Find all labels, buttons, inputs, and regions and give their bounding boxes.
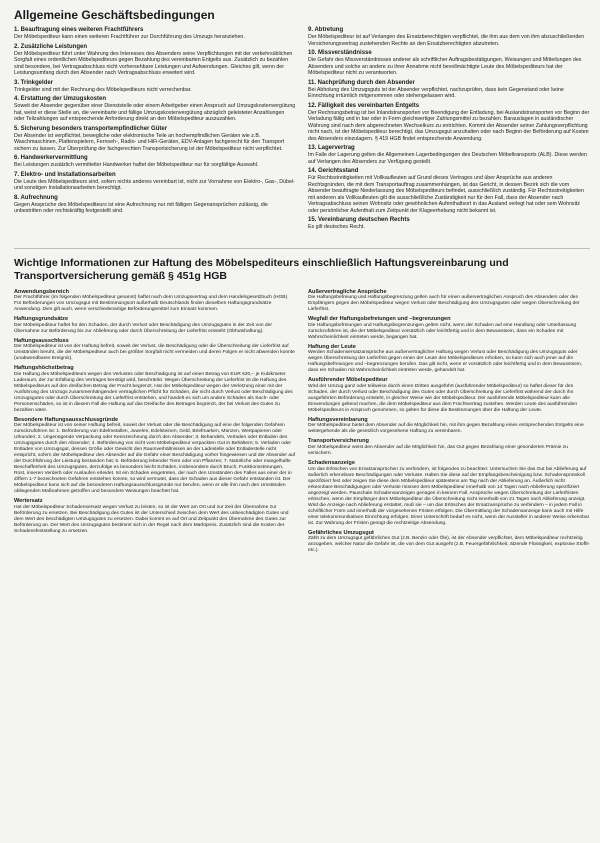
clause-section [308,417,590,436]
clause-text: Die Haftungsbefreiungen und Haftungsbegrenzungen gelten nicht, wenn der Schaden auf eine Handlung oder Unterlassung zurückzuführen ist, die der Möbelspediteur vorsätzlich oder leichtfertig und in dem Bewusstsein, dass ein Schaden mit Wahrscheinlichkeit eintreten werde, begangen hat. [308,322,577,340]
clause-section [14,417,296,496]
clause-text: Zählt zu dem Umzugsgut gefährliches Gut (z.B. Benzin oder Öle), ist der Absender verpflichtet, dem Möbelspediteur rechtzeitig anzugeben, welcher Natur die Gefahr ist, die von dem Gut ausgeht (z.B. Feuergefährlichkeit, ätzende Flüssigkeit, explosive Stoffe etc.). [308,536,590,554]
clause-text: Trinkgelder sind mit der Rechnung des Möbelspediteurs nicht verrechenbar. [14,86,192,93]
clause-heading: 3. Trinkgelder [14,79,54,86]
clause-section [308,80,590,100]
clause-section [308,316,590,341]
clause-heading: 13. Lagervertrag [308,145,355,151]
clause-heading: 4. Erstattung der Umzugskosten [14,96,107,102]
clause-section [14,338,296,363]
agb-right-column [308,27,590,234]
clause-heading: Haftungsausschluss [14,337,69,344]
clause-section [14,498,296,535]
clause-section [308,377,590,414]
haftung-title: Wichtige Informationen zur Haftung des Möbelspediteurs einschließlich Haftungsvereinbarung und Transportversicherung gemäß § 451g HGB [14,256,509,282]
clause-section [308,103,590,143]
clause-section [308,530,590,555]
clause-section [308,460,590,527]
clause-text: Die Haftung des Möbelspediteurs wegen des Verlustes oder Beschädigung ist auf einen Betrag von EUR 620,– je Kubikmeter Laderaum, der zur Erfüllung des Vertrages benötigt wird, beschränkt. Wegen Überschreitung der Lieferfrist ist die Haftung des Möbelspediteurs auf den dreifachen Betrag der Fracht begrenzt. Hat der Möbelspediteur wegen der Verletzung einer mit der Ausführung des Umzugs zusammenhängenden vertraglichen Pflicht für Schäden, die nicht durch Verlust oder Beschädigung des Umzugsgutes oder durch Überschreitung der Lieferfrist entstehen, und handelt es sich um andere Schäden als Sach- oder Personenschäden, so ist in diesem Fall die Haftung auf das Dreifache des Betrages begrenzt, der bei Verlust des Gutes zu bezahlen wäre. [14,371,293,413]
clause-section [14,195,296,215]
clause-heading: 1. Beauftragung eines weiteren Frachtführers [14,27,144,33]
clause-text: Der Rechnungsbetrag ist bei Inlandstransporten vor Beendigung der Entladung, bei Auslandstransporten vor Beginn der Verladung fällig und in bar oder in Form gleichwertiger Zahlungsmittel zu bezahlen. Barauslagen in ausländischer Währung sind nach dem abgerechneten Wechselkurs zu entrichten. Kommt der Absender seiner Zahlungsverpflichtung nicht nach, ist der Möbelspediteur berechtigt, das Umzugsgut anzuhalten oder nach Beginn der Beförderung auf Kosten des Absenders einzulagern. § 419 HGB findet entsprechende Anwendung. [308,109,590,142]
clause-section [14,27,296,41]
clause-text: Die Gefahr des Missverständnisses anderer als schriftlicher Auftragsbestätigungen, Weisungen und Mitteilungen des Absenders und solche an andere zu ihrer Annahme nicht bevollmächtigte Leute des Möbelspediteurs hat der Möbelspediteur nicht zu verantworten. [308,57,582,76]
clause-heading: Wegfall der Haftungsbefreiungen und –begrenzungen [308,316,451,323]
clause-section [308,344,590,375]
clause-heading: 15. Vereinbarung deutschen Rechts [308,217,410,223]
clause-section [14,172,296,192]
clause-text: Der Möbelspediteur ist von der Haftung befreit, soweit der Verlust, die Beschädigung oder die Überschreitung der Lieferfrist auf Umständen beruht, die der Möbelspediteur auch bei größter Sorgfalt nicht vermeiden und deren Folgen er nicht abwenden konnte (unabwendbares Ereignis). [14,344,295,362]
clause-text: Der Absender ist verpflichtet, bewegliche oder elektronische Teile an hochempfindlichen Geräten wie z.B. Waschmaschinen, Plattenspielern, Fernseh-, Radio- und HiFi-Geräten, EDV-Anlagen fachgerecht für den Transport sichern zu lassen. Zur Überprüfung der fachgerechten Transportsicherung ist der Möbelspediteur nicht verpflichtet. [14,132,285,152]
clause-text: Im Falle der Lagerung gelten die Allgemeinen Lagerbedingungen des Deutschen Möbeltransports (ALB). Diese werden auf Verlangen des Absenders zur Verfügung gestellt. [308,152,587,165]
clause-text: Der Möbelspediteur ist auf Verlangen des Ersatzberechtigten verpflichtet, die ihm aus dem von ihm abzuschließenden Versicherungsvertrag zustehenden Rechte an den Ersatzberechtigten abzutreten. [308,34,585,47]
clause-text: Hat der Möbelspediteur Schadensersatz wegen Verlust zu leisten, so ist der Wert am Ort und zur Zeit der Übernahme zur Beförderung zu ersetzen. Bei Beschädigung des Gutes ist der Unterschied zwischen dem Wert des unbeschädigten Gutes und dem Wert des beschädigten Umzugsgutes zu ersetzen. Dabei kommt es auf Ort und Zeitpunkt des Übernahme des Gutes zur Beförderung an. Der Wert des Umzugsgutes bestimmt sich in der Regel nach dem Marktpreis. Zusätzlich sind die Kosten der Schadensfeststellung zu ersetzen. [14,505,289,535]
clause-text: Gegen Ansprüche des Möbelspediteurs ist eine Aufrechnung nur mit fälligen Gegenansprüchen zulässig, die unbestritten oder rechtskräftig festgestellt sind. [14,201,268,214]
clause-heading: 10. Missverständnisse [308,50,372,56]
clause-text: Der Möbelspediteur bietet dem Absender auf die Möglichkeit hin, mit ihm gegen Bezahlung eines entsprechenden Entgelts eine weitergehende als die gesetzlich vorgesehene Haftung zu vereinbaren. [308,423,584,435]
clause-heading: Haftungsgrundsätze [14,316,69,323]
haftung-left-column [14,289,296,558]
clause-section [308,27,590,47]
clause-text: Der Frachtführer (im folgenden Möbelspediteur genannt) haftet nach dem Umzugsvertrag und dem Handelsgesetzbuch (HGB). Für Beförderungen von Umzugsgut mit Bestimmungsort außerhalb Deutschlands finden dieselben Haftungsgrundsätze Anwendung. Dies gilt auch, wenn verschiedenartige Beförderungsmittel zum Einsatz kommen. [14,295,289,313]
clause-text: Werden Schadensersatzansprüche aus außervertraglicher Haftung wegen Verlust oder Beschädigung des Umzugsguts oder wegen Überschreitung der Lieferfrist gegen einen der Leute des Möbelspediteurs erhoben, so kann sich auch jener auf die Haftungsbefreiungen und –begrenzungen berufen. Das gilt nicht, wenn er vorsätzlich oder leichtfertig und in dem Bewusstsein, dass ein Schaden mit Wahrscheinlichkeit eintreten werde, gehandelt hat. [308,350,583,374]
clause-heading: 5. Sicherung besonders transportempfindlicher Güter [14,125,168,132]
clause-heading: Haftungshöchstbetrag [14,365,74,372]
clause-text: Soweit der Absender gegenüber einer Dienststelle oder einem Arbeitgeber einen Anspruch auf Umzugskostenvergütung hat, weist er diese Stelle an, die vereinbarte und fällige Umzugskostenvergütung abzüglich geleisteter Anzahlungen oder Teilzahlungen auf entsprechende Anforderung direkt an den Möbelspediteur auszuzahlen. [14,103,296,122]
clause-section [14,126,296,153]
clause-section [308,145,590,165]
clause-section [14,44,296,77]
clause-text: Der Möbelspediteur haftet für den Schaden, der durch Verlust oder Beschädigung des Umzugsgutes in der Zeit von der Übernahme zur Beförderung bis zur Ablieferung oder durch Überschreitung der Lieferfrist entsteht (Obhutshaftung). [14,322,272,334]
clause-section [14,289,296,314]
clause-heading: Gefährliches Umzugsgut [308,529,374,536]
clause-section [14,80,296,94]
clause-text: Um das Erlöschen von Ersatzansprüchen zu verhindern, ist folgendes zu beachten: Untersuchen Sie das Gut bei Ablieferung auf äußerlich erkennbare Beschädigungen oder Verluste. Halten Sie diese auf der Empfangsbescheinigung bzw. Schadensprotokoll spezifiziert fest oder zeigen Sie diese dem Möbelspediteur spätestens am Tag nach der Ablieferung an. Äußerlich nicht erkennbare Beschädigungen oder Verluste müssen dem Möbelspediteur innerhalb von 14 Tagen nach Ablieferung spezifiziert angezeigt werden. Pauschale Schadensanzeigen genügen in keinem Fall. Ansprüche wegen Überschreitung der Lieferfristen erlöschen, wenn der Empfänger dem Möbelspediteur die Überschreitung nicht innerhalb von 21 Tagen nach Ablieferung anzeigt. Wird die Anzeige nach Ablieferung erstattet, muß sie – um das Erlöschen der Ersatzansprüche zu verhindern – in jedem Fall in schriftlicher Form und innerhalb der vorgesehenen Fristen erfolgen. Die Übermittlung der Schadensanzeige kann auch mit Hilfe einer telekommunikativen Einrichtung erfolgen. Einer Unterschrift bedarf es nicht, wenn der Aussteller in anderer Weise erkennbar ist. Zur Wahrung der Fristen genügt die rechtzeitige Absendung. [308,466,590,526]
clause-section [14,155,296,169]
clause-heading: Außervertragliche Ansprüche [308,288,387,295]
clause-heading: 14. Gerichtsstand [308,168,359,174]
clause-text: Bei Leistungen zusätzlich vermittelter Handwerker haftet der Möbelspediteur nur für sorgfältige Auswahl. [14,162,259,168]
clause-heading: 9. Abtretung [308,27,344,33]
clause-text: Der Möbelspediteur führt unter Wahrung des Interesses des Absenders seine Verpflichtungen mit der verkehrsüblichen Sorgfalt eines ordentlichen Möbelspediteurs gegen Bezahlung des vereinbarten Entgelts aus. Zusätzlich zu bezahlen sind besondere, bei Vertragsabschluss nicht vorhersehbare Leistungen und Aufwendungen. Gleiches gilt, wenn der Leistungsumfang durch den Absender nach Vertragsabschluss erweitert wird. [14,50,293,76]
clause-section [308,168,590,214]
clause-text: Der Möbelspediteur weist den Absender auf die Möglichkeit hin, das Gut gegen Bezahlung einer gesonderten Prämie zu versichern. [308,445,568,457]
clause-text: Der Möbelspediteur ist von seiner Haftung befreit, soweit der Verlust oder die Beschädigung auf eine der folgenden Gefahren zurückzuführen ist: 1. Beförderung von Edelmetallen, Juwelen, Edelsteinen, Geld, Briefmarken, Münzen, Wertpapieren oder Urkunden; 2. Ungenügende Verpackung oder Kennzeichnung durch den Absender; 3. Behandeln, Verladen oder Entladen des Umzugsgutes durch den Absender; 4. Beförderung von nicht vom Möbelspediteur verpackten Gut in Behältern; 5. Verladen oder Entladen von Umzugsgut, dessen Größe oder Gewicht den Raumverhältnissen an der Ladestelle oder Entladestelle nicht entspricht, sofern der Möbelspediteur den Absender auf die Gefahr einer Beschädigung vorher hingewiesen und der Absender auf der Durchführung der Leistung bestanden hat; 6. Beförderung lebender Tiere oder von Pflanzen; 7. Natürliche oder mangelhafte Beschaffenheit des Umzugsgutes, derzufolge es besonders leicht Schäden, insbesondere durch Bruch, Funktionsstörungen, Rost, inneren Verderb oder Auslaufen erleidet. Ist ein Schaden eingetreten, der nach den Umständen des Falles aus einer der in Ziffern 1-7 bezeichneten Gefahren entstehen konnte, so wird vermutet, dass der Schaden aus dieser Gefahr entstanden ist. Der Möbelspediteur kann sich auf die besonderen Haftungsausschlussgründe nur berufen, wenn er alle ihm nach den Umständen obliegenden Maßnahmen getroffen und besondere Weisungen beachtet hat. [14,423,296,495]
clause-section [308,438,590,457]
clause-heading: Schadensanzeige [308,460,355,467]
clause-heading: 2. Zusätzliche Leistungen [14,43,88,50]
haftung-right-column [308,289,590,558]
clause-heading: 12. Fälligkeit des vereinbarten Entgelts [308,102,420,109]
section-divider [14,248,590,249]
clause-text: Der Möbelspediteur kann einen weiteren Frachtführer zur Durchführung des Umzugs heranziehen. [14,34,245,40]
clause-text: Die Haftungsbefreiung und Haftungsbegrenzung gelten auch für einen außervertraglichen Anspruch des Absenders oder des Empfängers gegen den Möbelspediteur wegen Verlust oder Beschädigung des Umzugsgutes oder wegen Überschreitung der Lieferfrist. [308,295,580,313]
clause-heading: Wertersatz [14,498,43,505]
clause-heading: 6. Handwerkervermittlung [14,155,88,161]
clause-section [14,96,296,123]
clause-heading: Anwendungsbereich [14,288,70,295]
clause-section [14,316,296,335]
haftung-columns [14,289,590,558]
clause-section [14,365,296,414]
clause-text: Für Rechtsstreitigkeiten mit Vollkaufleuten auf Grund dieses Vertrages und über Ansprüche aus anderen Rechtsgründen, die mit dem Transportauftrag zusammenhängen, ist das Gericht, in dessen Bezirk sich die vom Absender beauftragte Niederlassung des Möbelspediteurs befindet, ausschließlich zuständig. Für Rechtsstreitigkeiten mit anderen als Vollkaufleuten gilt die ausschließliche Zuständigkeit nur für den Fall, dass der Absender nach Vertragsabschluss seinen Wohnsitz oder gewöhnlichen Aufenthaltsort in das Ausland verlegt hat oder sein Wohnsitz oder persönlicher Aufenthalt zum Zeitpunkt der Klageerhebung nicht bekannt ist. [308,175,584,214]
clause-heading: Ausführender Möbelspediteur [308,377,388,384]
clause-heading: 11. Nachprüfung durch den Absender [308,79,415,86]
clause-heading: 8. Aufrechnung [14,194,58,201]
clause-heading: Besondere Haftungsausschlussgründe [14,416,119,423]
clause-text: Bei Abholung des Umzugsguts ist der Absender verpflichtet, nachzuprüfen, dass kein Gegenstand oder keine Einrichtung irrtümlich mitgenommen oder stehengelassen wird. [308,86,564,99]
clause-heading: Transportversicherung [308,438,369,445]
agb-left-column [14,27,296,234]
clause-text: Wird der Umzug ganz oder teilweise durch einen Dritten ausgeführt (ausführender Möbelspediteur) so haftet dieser für den Schaden, der durch Verlust oder Beschädigung des Gutes oder durch Überschreitung der Lieferfrist während der durch ihn ausgeführten Beförderung entsteht, in gleicher Weise wie der Möbelspediteur. Der ausführende Möbelspediteur kann alle Einwendungen geltend machen, die dem Möbelspediteur aus dem Frachtvertrag zustehen. Werden Leute des ausführenden Möbelspediteurs in Anspruch genommen, so gelten für diese die Bestimmungen über die Haftung der Leute. [308,383,578,413]
agb-title: Allgemeine Geschäftsbedingungen [14,8,215,22]
clause-text: Es gilt deutsches Recht. [308,224,365,230]
agb-columns [14,27,590,234]
clause-text: Die Leute des Möbelspediteurs sind, sofern nichts anderes vereinbart ist, nicht zur Vornahme von Elektro-, Gas-, Dübel- und sonstigen Installationsarbeiten berechtigt. [14,178,295,191]
clause-section [308,217,590,231]
clause-heading: Haftungsvereinbarung [308,416,368,423]
clause-heading: Haftung der Leute [308,343,356,350]
clause-heading: 7. Elektro- und Installationsarbeiten [14,171,116,178]
clause-section [308,289,590,314]
clause-section [308,50,590,77]
